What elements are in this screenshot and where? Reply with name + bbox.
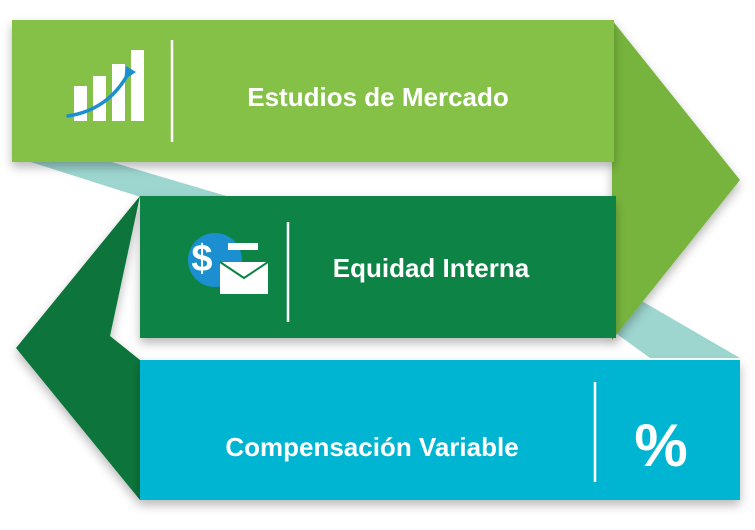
left-fold-chevron — [16, 196, 140, 500]
step-label: Estudios de Mercado — [247, 82, 509, 112]
step-label: Equidad Interna — [332, 253, 530, 283]
right-fold-chevron — [612, 20, 740, 340]
step-label: Compensación Variable — [225, 432, 519, 462]
percent-icon: % — [634, 412, 688, 479]
step-equidad-interna — [140, 196, 616, 338]
svg-text:$: $ — [191, 238, 213, 280]
step-estudios-de-mercado — [12, 20, 614, 162]
step-compensacion-variable — [140, 360, 740, 500]
connector-band-top — [18, 158, 240, 200]
